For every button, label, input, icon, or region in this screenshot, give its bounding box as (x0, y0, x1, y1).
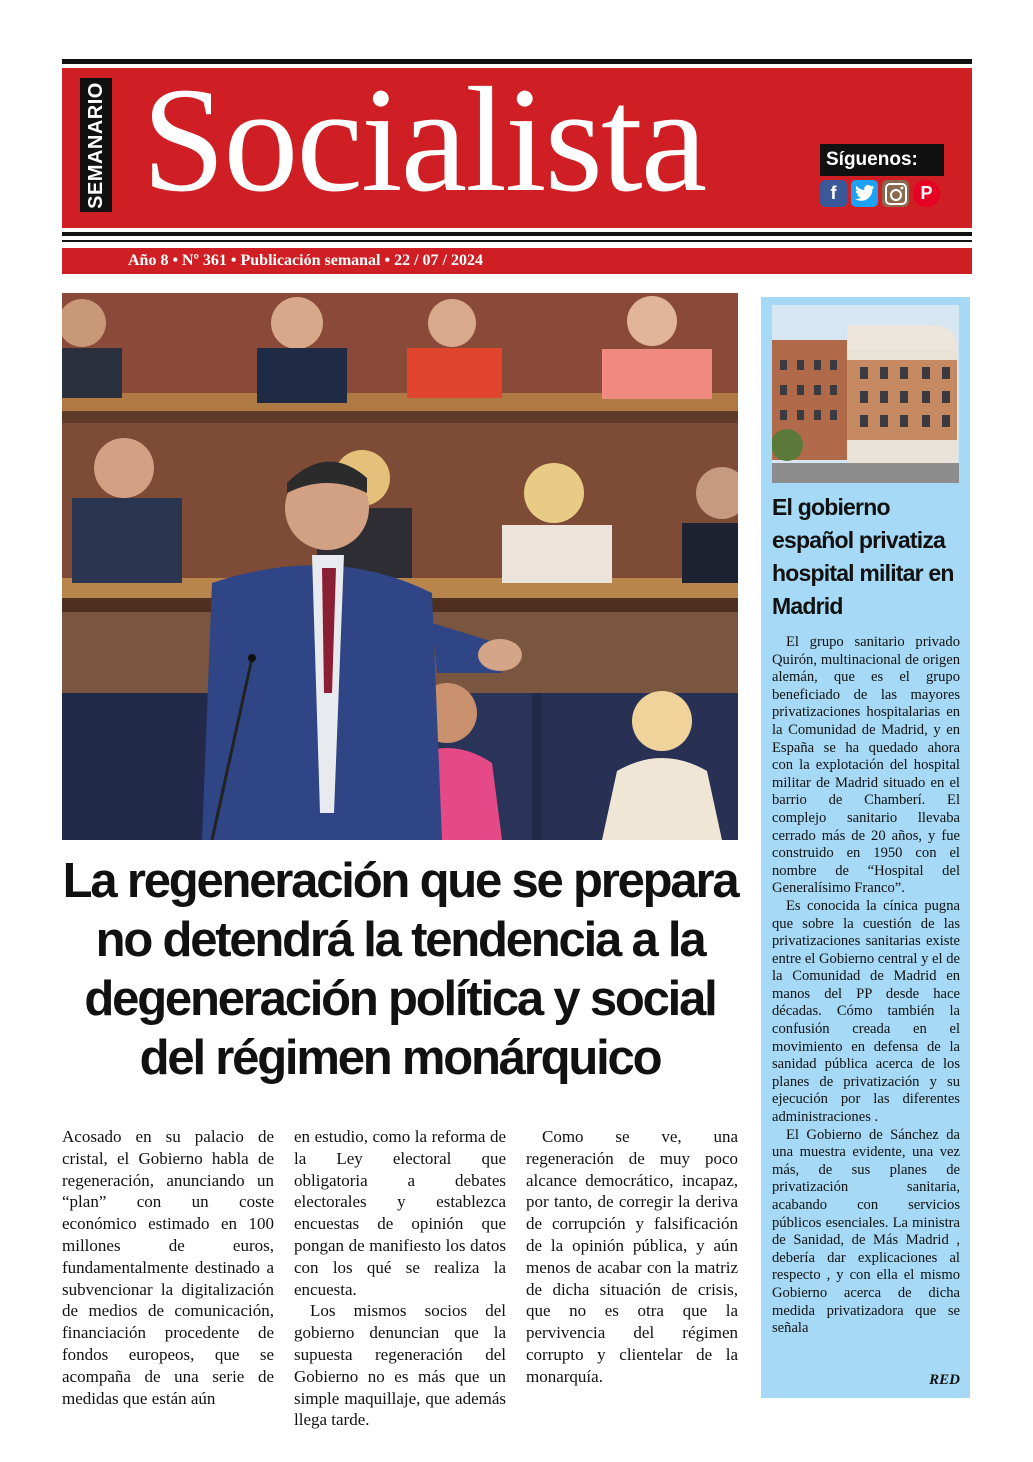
issue-info-bar (62, 248, 972, 274)
sidebar-body (772, 634, 960, 1338)
issue-line: Año 8 • Nº 361 • Publicación semanal • 22 / 07 / 2024 (128, 252, 483, 269)
newspaper-title: Socialista (142, 57, 706, 223)
article-paragraph: Como se ve, una regeneración de muy poco alcance democrático, incapaz, por tanto, de corregir la deriva de corrupción y falsificación de la opinión pública, y aún menos de acabar con la matriz de dicha situación de crisis, que no es otra que la pervivencia del régimen corrupto y clientelar de la monarquía. (526, 1127, 738, 1386)
sidebar-author: RED (929, 1372, 960, 1388)
semanario-label: SEMANARIO (84, 81, 107, 209)
follow-label: Síguenos: (820, 144, 944, 176)
pinterest-icon[interactable]: P (913, 180, 940, 207)
bottom-rule-thin (62, 240, 972, 242)
article-column-3 (526, 1126, 738, 1388)
main-photo (62, 293, 738, 840)
sidebar-title: El gobierno español privatiza hospital militar en Madrid (772, 494, 954, 619)
twitter-icon[interactable] (851, 180, 878, 207)
instagram-icon[interactable] (882, 180, 909, 207)
facebook-icon[interactable]: f (820, 180, 847, 207)
social-icons (820, 180, 940, 207)
sidebar-article (761, 297, 970, 1398)
hospital-building-image (772, 305, 959, 483)
main-headline: La regeneración que se prepara no detendrá la tendencia a la degeneración política y social del régimen monárquico (62, 854, 738, 1085)
article-paragraph: Los mismos socios del gobierno denuncian que la supuesta regeneración del Gobierno no es más que un simple maquillaje, que además llega tarde. (294, 1301, 506, 1430)
masthead (62, 57, 972, 228)
parliament-scene-image (62, 293, 738, 840)
article-column-1 (62, 1126, 274, 1409)
semanario-label-box (80, 78, 112, 212)
article-column-2 (294, 1126, 506, 1431)
sidebar-paragraph: Es conocida la cínica pugna que sobre la cuestión de las privatizaciones sanitarias existe entre el Gobierno central y el de la Comunidad de Madrid en manos del PP desde hace décadas. Cómo también la confusión creada en el movimiento en defensa de la sanidad pública acerca de los planes de privatización y su ejecución por las diferentes administraciones . (772, 897, 961, 1126)
article-paragraph: en estudio, como la reforma de la Ley electoral que obligatoria a debates electorales y establezca encuestas de opinión que pongan de manifiesto los datos con los qué se realiza la encuesta. (294, 1127, 506, 1299)
bottom-rule-thick (62, 232, 972, 236)
article-paragraph: Acosado en su palacio de cristal, el Gobierno habla de regeneración, anunciando un “plan” con un coste económico estimado en 100 millones de euros, fundamentalmente destinado a subvencionar la digitalización de medios de comunicación, financiación procedente de fondos europeos, que se acompaña de una serie de medidas que están aún (62, 1127, 274, 1408)
hospital-photo (772, 305, 959, 483)
sidebar-paragraph: El Gobierno de Sánchez da una muestra evidente, una vez más, de sus planes de privatización sanitaria, acabando con servicios públicos esenciales. La ministra de Sanidad, de Más Madrid , debería dar explicaciones al respecto , y con ella el mismo Gobierno acerca de dicha medida privatizadora que se señala (772, 1126, 960, 1337)
sidebar-paragraph: El grupo sanitario privado Quirón, multinacional de origen alemán, que es el grupo beneficiado de las mayores privatizaciones hospitalarias en la Comunidad de Madrid, y en España se ha quedado ahora con la explotación del hospital militar de Madrid situado en el barrio de Chamberí. El complejo sanitario llevaba cerrado más de 20 años, y fue construido en 1950 con el nombre de “Hospital del Generalísimo Franco”. (772, 634, 960, 897)
